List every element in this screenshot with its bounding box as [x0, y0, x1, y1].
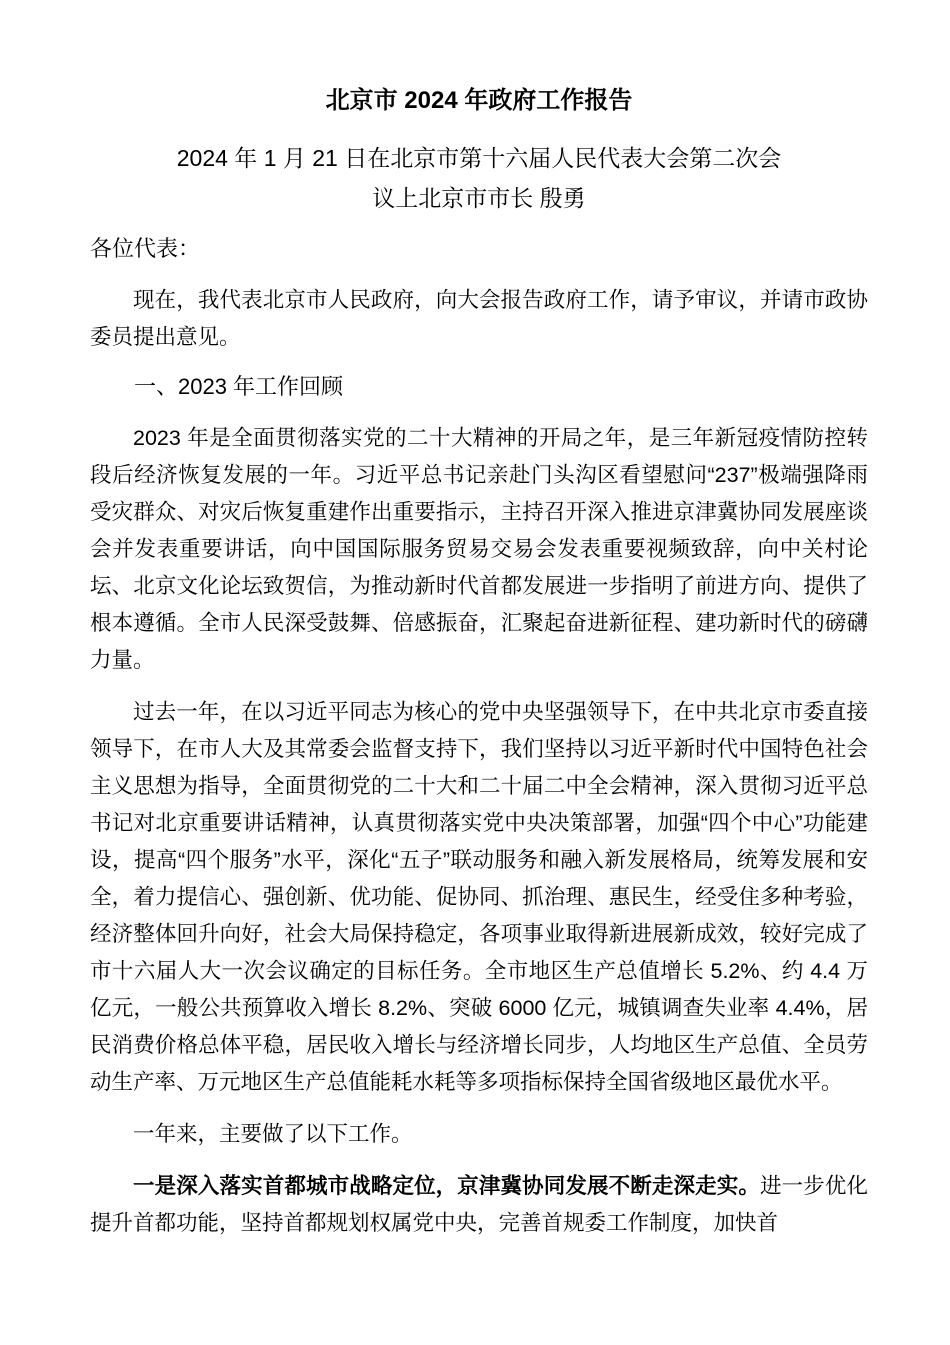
paragraph-past-year-achievements: 过去一年，在以习近平同志为核心的党中央坚强领导下，在中共北京市委直接领导下，在市人大及其常委会监督支持下，我们坚持以习近平新时代中国特色社会主义思想为指导，全面贯彻党的二十大和二十届二中全会精神，深入贯彻习近平总书记对北京重要讲话精神，认真贯彻落实党中央决策部署，加强“四个中心”功能建设，提高“四个服务”水平，深化“五子”联动服务和融入新发展格局，统筹发展和安全，着力提信心、强创新、优功能、促协同、抓治理、惠民生，经受住多种考验，经济整体回升向好，社会大局保持稳定，各项事业取得新进展新成效，较好完成了市十六届人大一次会议确定的目标任务。全市地区生产总值增长 5.2%、约 4.4 万亿元，一般公共预算收入增长 8.2%、突破 6000 亿元，城镇调查失业率 4.4%，居民消费价格总体平稳，居民收入增长与经济增长同步，人均地区生产总值、全员劳动生产率、万元地区生产总值能耗水耗等多项指标保持全国省级地区最优水平。	[90, 700, 868, 1094]
subtitle-line-2: 议上北京市市长 殷勇	[372, 185, 586, 211]
intro-paragraph: 现在，我代表北京市人民政府，向大会报告政府工作，请予审议，并请市政协委员提出意见。	[90, 288, 868, 349]
document-title: 北京市 2024 年政府工作报告	[325, 87, 633, 114]
paragraph-2023-overview: 2023 年是全面贯彻落实党的二十大精神的开局之年，是三年新冠疫情防控转段后经济恢复发展的一年。习近平总书记亲赴门头沟区看望慰问“237”极端强降雨受灾群众、对灾后恢复重建作出重要指示，主持召开深入推进京津冀协同发展座谈会并发表重要讲话，向中国国际服务贸易交易会发表重要视频致辞，向中关村论坛、北京文化论坛致贺信，为推动新时代首都发展进一步指明了前进方向、提供了根本遵循。全市人民深受鼓舞、倍感振奋，汇聚起奋进新征程、建功新时代的磅礴力量。	[90, 426, 868, 672]
work-item-1-lead: 一是深入落实首都城市战略定位，京津冀协同发展不断走深走实。	[133, 1174, 760, 1198]
paragraph-transition: 一年来，主要做了以下工作。	[133, 1122, 413, 1146]
subtitle-line-1: 2024 年 1 月 21 日在北京市第十六届人民代表大会第二次会	[176, 145, 782, 171]
salutation: 各位代表：	[90, 236, 201, 261]
work-item-1-body: 进一步优化提升首都功能，坚持首都规划权属党中央，完善首规委工作制度，加快首	[90, 1174, 868, 1235]
document-subtitle	[90, 138, 868, 218]
paragraph-work-item-1	[90, 1168, 868, 1242]
section-heading-2023-review: 一、2023 年工作回顾	[134, 374, 344, 399]
